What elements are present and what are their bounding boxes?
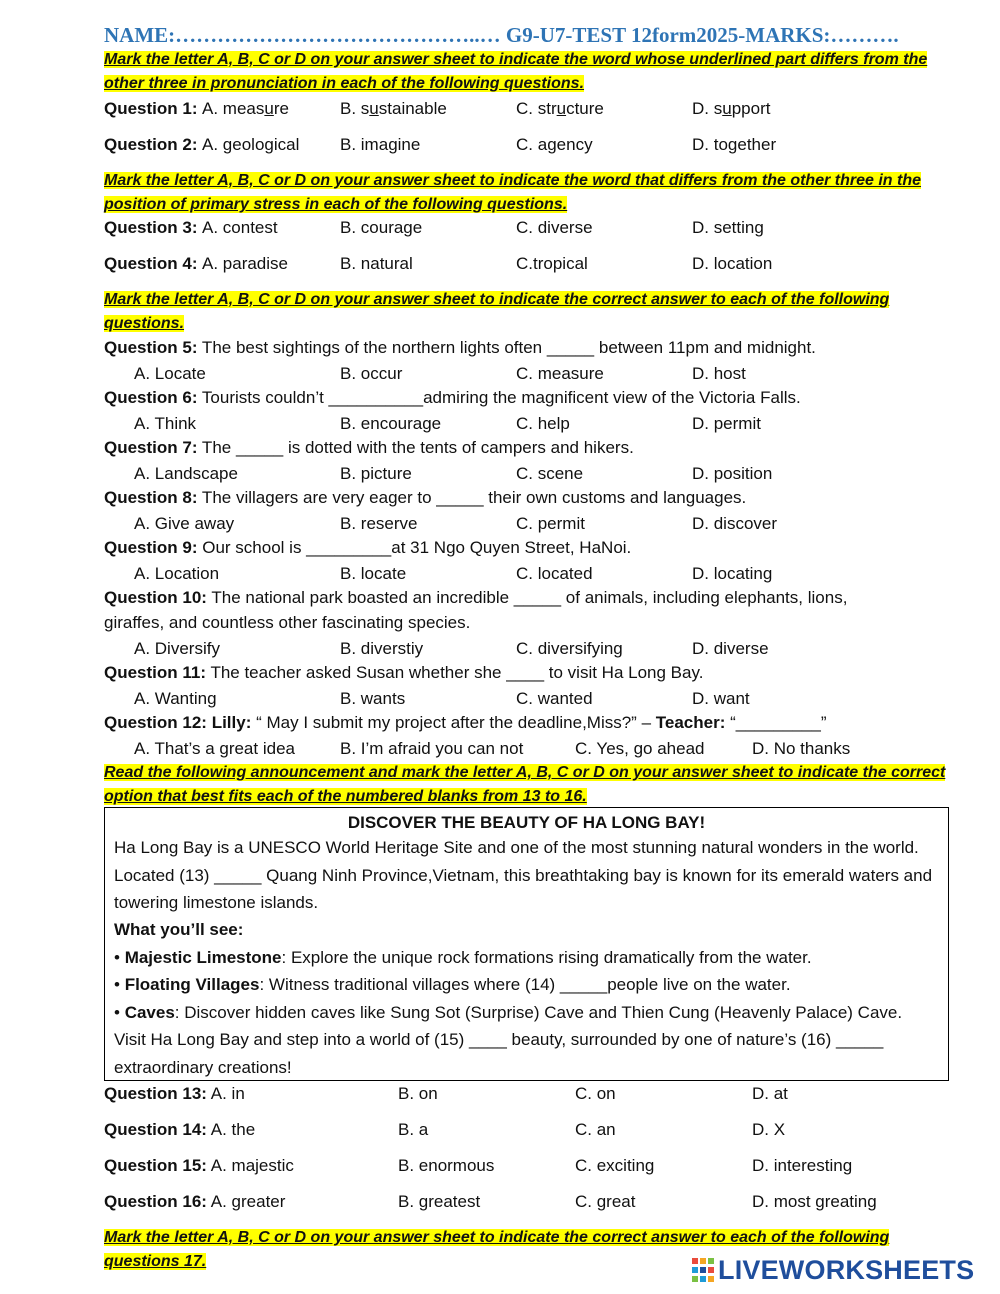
- option-a[interactable]: A. the: [206, 1120, 256, 1139]
- option-b[interactable]: B. reserve: [340, 514, 418, 533]
- option-c[interactable]: C. located: [516, 564, 593, 583]
- option-d[interactable]: D. support: [692, 99, 771, 118]
- question-12: Question 12: Lilly: “ May I submit my project after the deadline,Miss?” – Teacher: “_________”: [104, 713, 827, 732]
- question-4: [104, 252, 964, 276]
- option-a[interactable]: A. Think: [134, 414, 197, 433]
- option-c[interactable]: C. Yes, go ahead: [575, 739, 705, 758]
- question-label: Question 2:: [104, 135, 198, 154]
- passage-paragraph-2: Visit Ha Long Bay and step into a world of (15) ____ beauty, surrounded by one of nature’s (16) _____ extraordinary creations!: [114, 1030, 884, 1077]
- passage-paragraph-1: Ha Long Bay is a UNESCO World Heritage Site and one of the most stunning natural wonders in the world. Located (13) _____ Quang Ninh Province,Vietnam, this breathtaking bay is known for its emerald waters and towering limestone islands.: [114, 838, 933, 912]
- option-b[interactable]: B. sustainable: [340, 99, 447, 118]
- question-7-options: [104, 462, 964, 486]
- question-6-options: [104, 412, 964, 436]
- question-12-options: [104, 737, 964, 761]
- option-c[interactable]: C. measure: [516, 364, 604, 383]
- option-d[interactable]: D. interesting: [752, 1156, 853, 1175]
- option-d[interactable]: D. locating: [692, 564, 773, 583]
- instruction-reading: Read the following announcement and mark the letter A, B, C or D on your answer sheet to indicate the correct option that best fits each of the numbered blanks from 13 to 16.: [104, 764, 946, 805]
- option-c[interactable]: C. diverse: [516, 218, 593, 237]
- liveworksheets-logo-icon: [692, 1258, 714, 1282]
- option-a[interactable]: A. Give away: [134, 514, 235, 533]
- passage-title: DISCOVER THE BEAUTY OF HA LONG BAY!: [347, 813, 706, 832]
- passage-box: [104, 807, 949, 1081]
- option-d[interactable]: D. permit: [692, 414, 761, 433]
- question-16: [104, 1190, 964, 1214]
- option-a[interactable]: A. That’s a great idea: [134, 739, 295, 758]
- option-d[interactable]: D. setting: [692, 218, 764, 237]
- option-d[interactable]: D. No thanks: [752, 739, 851, 758]
- option-b[interactable]: B. greatest: [398, 1192, 481, 1211]
- question-14: [104, 1118, 964, 1142]
- question-11-options: [104, 687, 964, 711]
- option-b[interactable]: B. diverstiy: [340, 639, 424, 658]
- question-2: [104, 133, 964, 157]
- question-9-options: [104, 562, 964, 586]
- option-d[interactable]: D. host: [692, 364, 746, 383]
- option-b[interactable]: B. imagine: [340, 135, 421, 154]
- question-label: Question 4:: [104, 254, 198, 273]
- option-a[interactable]: A. Wanting: [134, 689, 217, 708]
- option-c[interactable]: C. permit: [516, 514, 585, 533]
- option-a[interactable]: A. Diversify: [134, 639, 220, 658]
- instruction-pronunciation: Mark the letter A, B, C or D on your answer sheet to indicate the word whose underlined part differs from the other three in pronunciation in each of the following questions.: [104, 51, 928, 92]
- question-7: Question 7: The _____ is dotted with the tents of campers and hikers.: [104, 438, 634, 457]
- option-b[interactable]: B. I’m afraid you can not: [340, 739, 524, 758]
- option-b[interactable]: B. picture: [340, 464, 412, 483]
- instruction-final: Mark the letter A, B, C or D on your answer sheet to indicate the correct answer to each of the following questions 17.: [104, 1229, 890, 1270]
- option-a[interactable]: A. greater: [206, 1192, 286, 1211]
- question-11: Question 11: The teacher asked Susan whether she ____ to visit Ha Long Bay.: [104, 663, 704, 682]
- question-1: [104, 97, 964, 121]
- option-b[interactable]: B. on: [398, 1084, 438, 1103]
- option-b[interactable]: B. courage: [340, 218, 423, 237]
- option-a[interactable]: A. in: [206, 1084, 245, 1103]
- liveworksheets-logo: [692, 1255, 992, 1285]
- question-label: Question 15:: [104, 1156, 207, 1175]
- page-header: NAME:……………………………………..… G9-U7-TEST 12form2025-MARKS:……….: [104, 23, 899, 47]
- option-b[interactable]: B. locate: [340, 564, 407, 583]
- option-c[interactable]: C. structure: [516, 99, 604, 118]
- option-b[interactable]: B. encourage: [340, 414, 442, 433]
- option-d[interactable]: D. discover: [692, 514, 778, 533]
- question-5: Question 5: The best sightings of the northern lights often _____ between 11pm and midnight.: [104, 338, 816, 357]
- option-c[interactable]: C. help: [516, 414, 570, 433]
- liveworksheets-logo-text: LIVEWORKSHEETS: [718, 1255, 975, 1285]
- option-c[interactable]: C.tropical: [516, 254, 588, 273]
- option-d[interactable]: D. X: [752, 1120, 786, 1139]
- option-c[interactable]: C. scene: [516, 464, 584, 483]
- option-c[interactable]: C. on: [575, 1084, 616, 1103]
- option-b[interactable]: B. a: [398, 1120, 429, 1139]
- question-label: Question 16:: [104, 1192, 207, 1211]
- option-b[interactable]: B. natural: [340, 254, 413, 273]
- passage-bullet-2: • Floating Villages: Witness traditional villages where (14) _____people live on the water.: [114, 975, 791, 994]
- option-d[interactable]: D. at: [752, 1084, 788, 1103]
- option-d[interactable]: D. together: [692, 135, 777, 154]
- passage-bullet-1: • Majestic Limestone: Explore the unique rock formations rising dramatically from the water.: [114, 948, 812, 967]
- question-label: Question 13:: [104, 1084, 207, 1103]
- option-d[interactable]: D. want: [692, 689, 750, 708]
- question-9: Question 9: Our school is _________at 31 Ngo Quyen Street, HaNoi.: [104, 538, 632, 557]
- question-5-options: [104, 362, 964, 386]
- option-d[interactable]: D. diverse: [692, 639, 769, 658]
- question-8: Question 8: The villagers are very eager to _____ their own customs and languages.: [104, 488, 747, 507]
- option-d[interactable]: D. position: [692, 464, 773, 483]
- option-c[interactable]: C. wanted: [516, 689, 593, 708]
- option-b[interactable]: B. occur: [340, 364, 403, 383]
- option-c[interactable]: C. exciting: [575, 1156, 655, 1175]
- option-a[interactable]: A. geological: [202, 135, 300, 154]
- question-15: [104, 1154, 964, 1178]
- option-c[interactable]: C. great: [575, 1192, 636, 1211]
- option-d[interactable]: D. location: [692, 254, 773, 273]
- option-d[interactable]: D. most greating: [752, 1192, 877, 1211]
- option-a[interactable]: A. Locate: [134, 364, 206, 383]
- option-a[interactable]: A. majestic: [206, 1156, 294, 1175]
- question-10-cont: giraffes, and countless other fascinating species.: [104, 613, 471, 632]
- option-c[interactable]: C. an: [575, 1120, 616, 1139]
- option-c[interactable]: C. diversifying: [516, 639, 623, 658]
- option-b[interactable]: B. wants: [340, 689, 406, 708]
- option-a[interactable]: A. Landscape: [134, 464, 238, 483]
- question-label: Question 3:: [104, 218, 198, 237]
- option-c[interactable]: C. agency: [516, 135, 593, 154]
- instruction-stress: Mark the letter A, B, C or D on your answer sheet to indicate the word that differs from the other three in the position of primary stress in each of the following questions.: [104, 172, 922, 213]
- option-b[interactable]: B. enormous: [398, 1156, 495, 1175]
- question-13: [104, 1082, 964, 1106]
- passage-subheading: What you’ll see:: [114, 920, 244, 939]
- option-a[interactable]: A. contest: [202, 218, 278, 237]
- question-10-options: [104, 637, 964, 661]
- question-10: Question 10: The national park boasted an incredible _____ of animals, including elephants, lions,: [104, 588, 848, 607]
- passage-bullet-3: • Caves: Discover hidden caves like Sung Sot (Surprise) Cave and Thien Cung (Heavenly Palace) Cave.: [114, 1003, 903, 1022]
- instruction-grammar: Mark the letter A, B, C or D on your answer sheet to indicate the correct answer to each of the following questions.: [104, 291, 890, 332]
- question-3: [104, 216, 964, 240]
- question-label: Question 1:: [104, 99, 198, 118]
- question-label: Question 14:: [104, 1120, 207, 1139]
- option-a[interactable]: A. paradise: [202, 254, 288, 273]
- question-6: Question 6: Tourists couldn’t __________admiring the magnificent view of the Victoria Falls.: [104, 388, 801, 407]
- option-a[interactable]: A. Location: [134, 564, 220, 583]
- option-a[interactable]: A. measure: [202, 99, 289, 118]
- question-8-options: [104, 512, 964, 536]
